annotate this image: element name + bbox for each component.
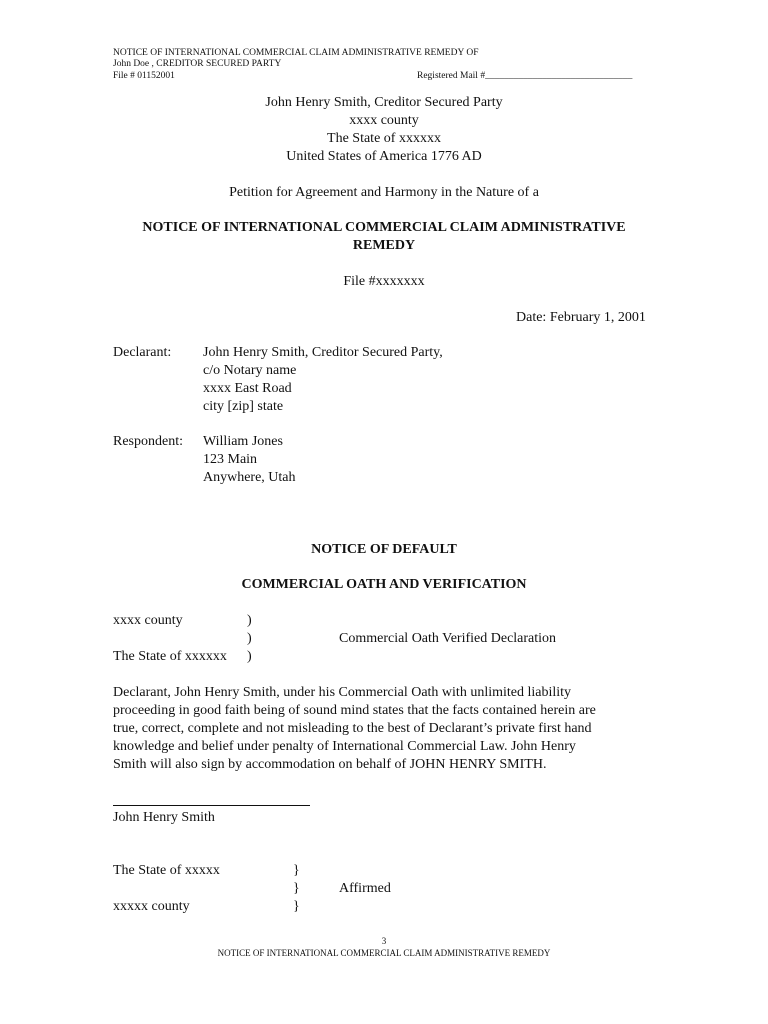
- document-title-line-1: NOTICE OF INTERNATIONAL COMMERCIAL CLAIM ADMINISTRATIVE: [142, 220, 626, 235]
- venue-declaration: Commercial Oath Verified Declaration: [339, 631, 557, 646]
- oath-paragraph-line-1: Declarant, John Henry Smith, under his Commercial Oath with unlimited liability: [113, 685, 572, 700]
- notice-of-default-heading: NOTICE OF DEFAULT: [311, 542, 457, 557]
- oath-paragraph-line-4: knowledge and belief under penalty of International Commercial Law. John Henry: [113, 739, 576, 754]
- respondent-line-2: 123 Main: [203, 452, 258, 467]
- affirm-brace-3: }: [293, 899, 300, 914]
- declarant-line-4: city [zip] state: [203, 399, 284, 414]
- declarant-label: Declarant:: [113, 345, 172, 360]
- venue-paren-2: ): [247, 631, 252, 646]
- header-title: NOTICE OF INTERNATIONAL COMMERCIAL CLAIM ADMINISTRATIVE REMEDY OF: [113, 48, 479, 58]
- document-date: Date: February 1, 2001: [516, 310, 646, 325]
- header-file-number: File # 01152001: [113, 71, 175, 81]
- petition-line: Petition for Agreement and Harmony in the Nature of a: [229, 185, 539, 200]
- affirm-county: xxxxx county: [113, 899, 190, 914]
- header-registered-mail: Registered Mail #_______________________________: [417, 71, 633, 81]
- respondent-label: Respondent:: [113, 434, 183, 449]
- address-line-3: The State of xxxxxx: [327, 131, 441, 146]
- oath-paragraph-line-5: Smith will also sign by accommodation on behalf of JOHN HENRY SMITH.: [113, 757, 547, 772]
- venue-county: xxxx county: [113, 613, 183, 628]
- header-party: John Doe , CREDITOR SECURED PARTY: [113, 59, 282, 69]
- file-number: File #xxxxxxx: [343, 274, 425, 289]
- declarant-line-1: John Henry Smith, Creditor Secured Party,: [203, 345, 443, 360]
- address-line-2: xxxx county: [349, 113, 419, 128]
- address-line-1: John Henry Smith, Creditor Secured Party: [265, 95, 503, 110]
- oath-paragraph-line-3: true, correct, complete and not misleading to the best of Declarant’s private first hand: [113, 721, 592, 736]
- respondent-line-3: Anywhere, Utah: [203, 470, 296, 485]
- signature-line: [113, 805, 310, 806]
- footer-title: NOTICE OF INTERNATIONAL COMMERCIAL CLAIM ADMINISTRATIVE REMEDY: [217, 948, 551, 958]
- venue-paren-3: ): [247, 649, 252, 664]
- venue-paren-1: ): [247, 613, 252, 628]
- affirm-brace-2: }: [293, 881, 300, 896]
- declarant-line-2: c/o Notary name: [203, 363, 297, 378]
- address-line-4: United States of America 1776 AD: [286, 149, 482, 164]
- venue-state: The State of xxxxxx: [113, 649, 227, 664]
- oath-heading: COMMERCIAL OATH AND VERIFICATION: [241, 577, 527, 592]
- respondent-line-1: William Jones: [203, 434, 283, 449]
- declarant-line-3: xxxx East Road: [203, 381, 292, 396]
- footer-page-number: 3: [381, 936, 387, 946]
- document-title-line-2: REMEDY: [352, 238, 416, 253]
- affirm-word: Affirmed: [339, 881, 391, 896]
- signature-name: John Henry Smith: [113, 810, 215, 825]
- affirm-brace-1: }: [293, 863, 300, 878]
- affirm-state: The State of xxxxx: [113, 863, 220, 878]
- oath-paragraph-line-2: proceeding in good faith being of sound mind states that the facts contained herein are: [113, 703, 596, 718]
